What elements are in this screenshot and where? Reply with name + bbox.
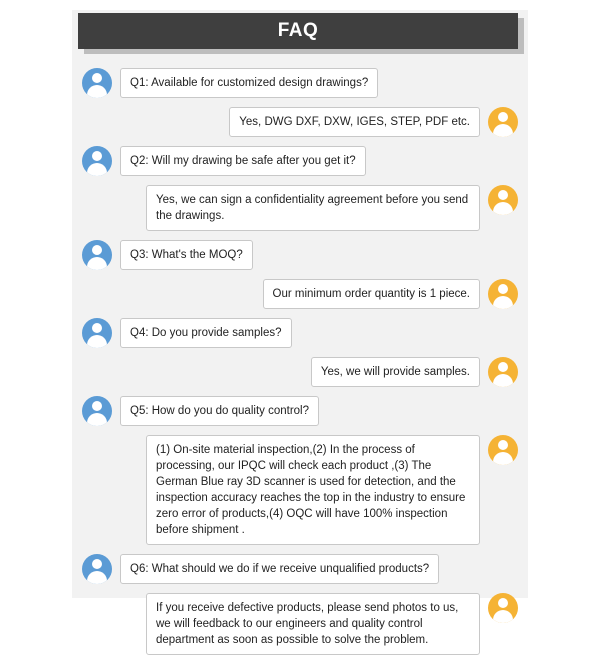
avatar-body-shape [87, 335, 107, 348]
answer-row [82, 107, 518, 137]
support-avatar-icon [488, 435, 518, 465]
question-bubble: Q2: Will my drawing be safe after you get it? [120, 146, 366, 176]
answer-row [82, 279, 518, 309]
avatar-body-shape [493, 374, 513, 387]
support-avatar-icon [488, 593, 518, 623]
avatar-body-shape [87, 257, 107, 270]
faq-conversation-list [72, 60, 528, 646]
answer-row [82, 357, 518, 387]
answer-bubble: If you receive defective products, please send photos to us, we will feedback to our engineers and quality control department as soon as possible to solve the problem. [146, 593, 480, 655]
avatar-body-shape [87, 85, 107, 98]
avatar-head-shape [498, 440, 508, 450]
support-avatar-icon [488, 279, 518, 309]
answer-bubble: Yes, we can sign a confidentiality agreement before you send the drawings. [146, 185, 480, 231]
user-avatar-icon [82, 396, 112, 426]
avatar-head-shape [498, 362, 508, 372]
answer-bubble: (1) On-site material inspection,(2) In the process of processing, our IPQC will check each product ,(3) The German Blue ray 3D scanner is used for detection, and the inspection accuracy reaches the top in the industry to ensure zero error of products,(4) OQC will have 100% inspection before shipment . [146, 435, 480, 545]
question-bubble: Q1: Available for customized design drawings? [120, 68, 378, 98]
question-bubble: Q5: How do you do quality control? [120, 396, 319, 426]
user-avatar-icon [82, 240, 112, 270]
avatar-head-shape [498, 190, 508, 200]
answer-bubble: Yes, DWG DXF, DXW, IGES, STEP, PDF etc. [229, 107, 480, 137]
avatar-head-shape [498, 112, 508, 122]
question-row [82, 396, 518, 426]
avatar-body-shape [493, 296, 513, 309]
question-bubble: Q3: What's the MOQ? [120, 240, 253, 270]
question-bubble: Q4: Do you provide samples? [120, 318, 292, 348]
avatar-head-shape [498, 284, 508, 294]
avatar-head-shape [92, 73, 102, 83]
answer-row [82, 593, 518, 655]
page-title: FAQ [277, 20, 319, 41]
avatar-head-shape [92, 245, 102, 255]
user-avatar-icon [82, 554, 112, 584]
avatar-body-shape [493, 610, 513, 623]
question-row [82, 554, 518, 584]
avatar-body-shape [493, 452, 513, 465]
answer-row [82, 435, 518, 545]
avatar-head-shape [92, 323, 102, 333]
faq-header-bar [78, 13, 518, 49]
user-avatar-icon [82, 68, 112, 98]
avatar-head-shape [92, 401, 102, 411]
user-avatar-icon [82, 146, 112, 176]
support-avatar-icon [488, 185, 518, 215]
avatar-body-shape [493, 202, 513, 215]
question-row [82, 146, 518, 176]
answer-bubble: Yes, we will provide samples. [311, 357, 480, 387]
answer-bubble: Our minimum order quantity is 1 piece. [263, 279, 481, 309]
question-bubble: Q6: What should we do if we receive unqualified products? [120, 554, 439, 584]
avatar-body-shape [87, 571, 107, 584]
answer-row [82, 185, 518, 231]
question-row [82, 68, 518, 98]
support-avatar-icon [488, 107, 518, 137]
user-avatar-icon [82, 318, 112, 348]
question-row [82, 240, 518, 270]
avatar-body-shape [87, 413, 107, 426]
avatar-body-shape [493, 124, 513, 137]
support-avatar-icon [488, 357, 518, 387]
avatar-body-shape [87, 163, 107, 176]
question-row [82, 318, 518, 348]
avatar-head-shape [92, 151, 102, 161]
avatar-head-shape [92, 559, 102, 569]
